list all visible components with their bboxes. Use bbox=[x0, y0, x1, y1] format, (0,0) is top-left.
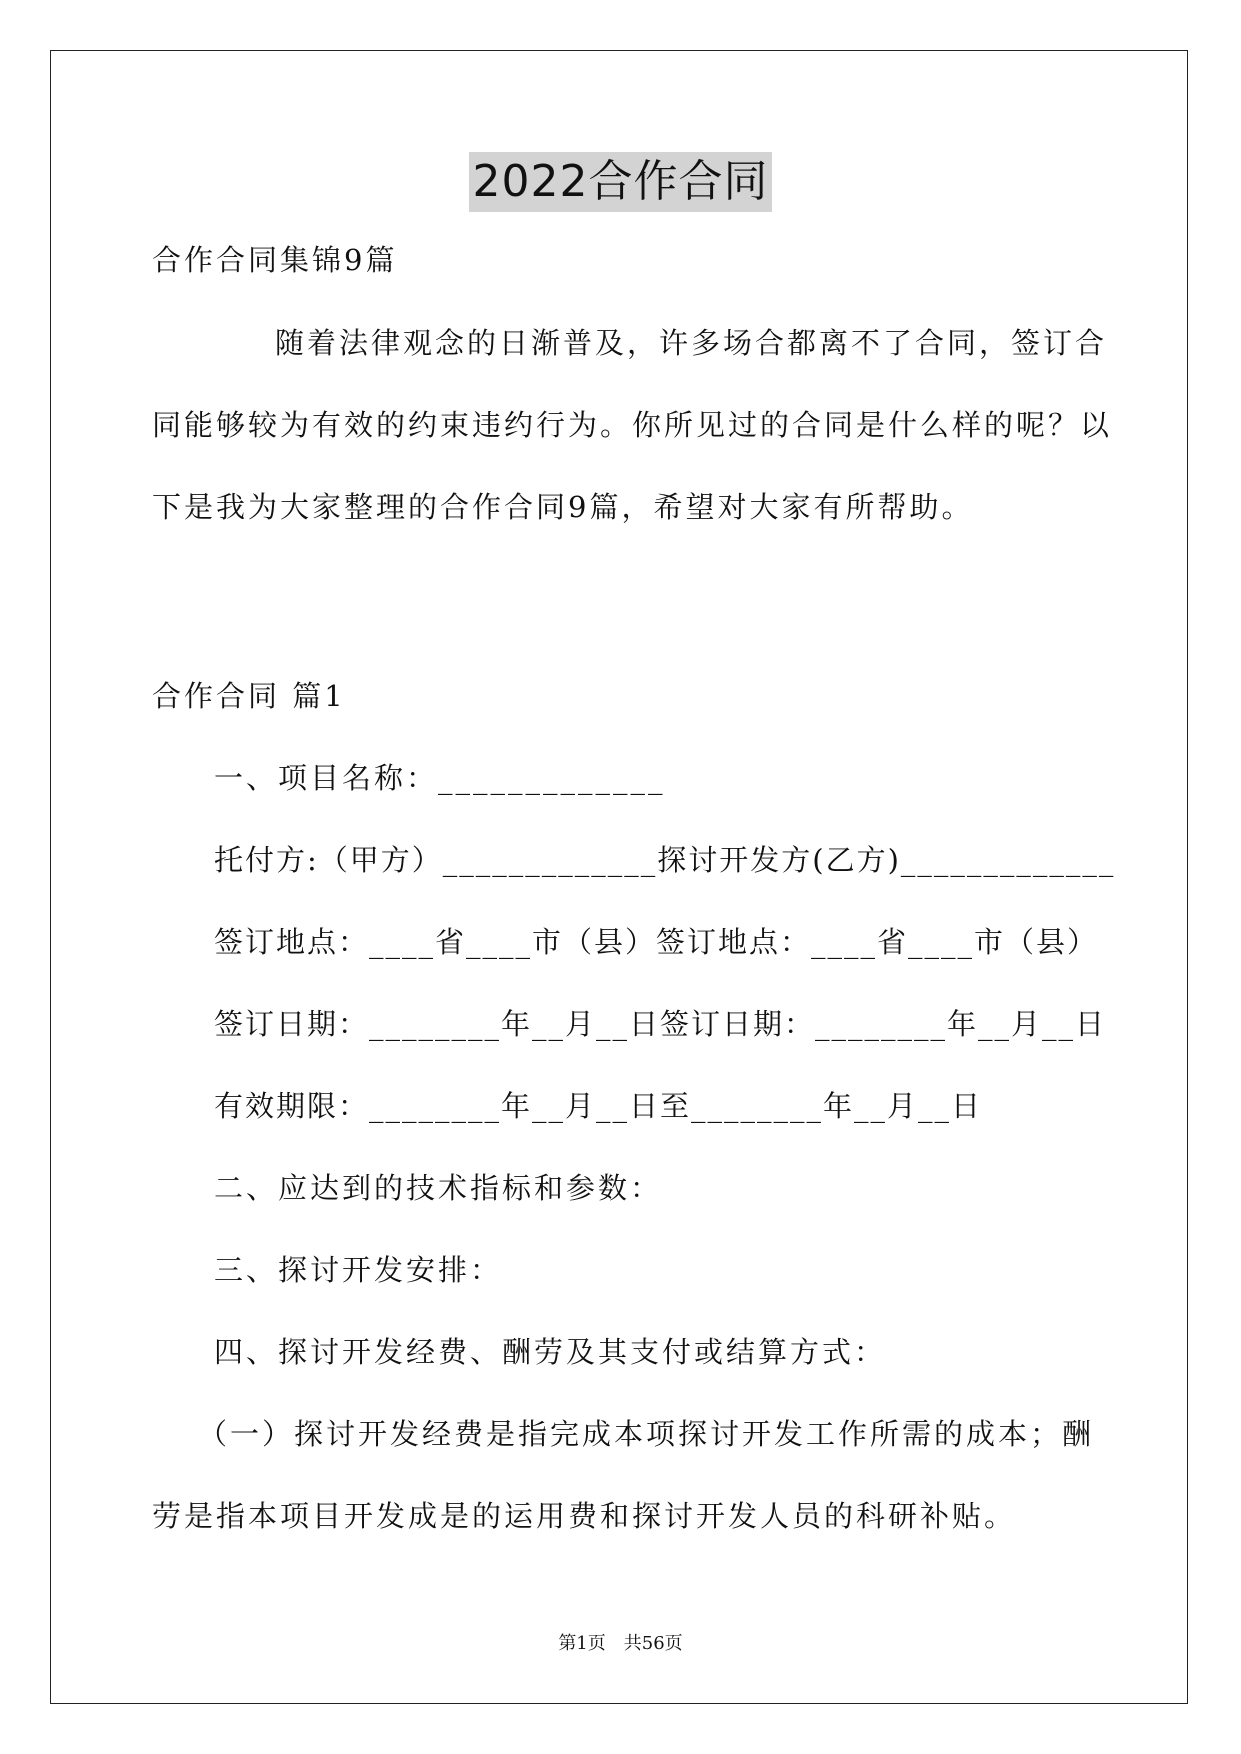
page-footer bbox=[0, 1632, 1241, 1656]
item-sign-place: 签订地点：____省____市（县）签订地点：____省____市（县） bbox=[214, 925, 1099, 959]
item-tech-specs: 二、应达到的技术指标和参数： bbox=[214, 1171, 663, 1205]
item-parties: 托付方:（甲方）_____________探讨开发方(乙方)_____________ bbox=[214, 843, 1116, 877]
item-project-name: 一、项目名称：_____________ bbox=[214, 761, 666, 795]
item-funding: 四、探讨开发经费、酬劳及其支付或结算方式： bbox=[214, 1335, 887, 1369]
document-subtitle: 合作合同集锦9篇 bbox=[152, 243, 398, 277]
closing-line-1: （一）探讨开发经费是指完成本项探讨开发工作所需的成本；酬 bbox=[198, 1417, 1095, 1451]
item-dev-plan: 三、探讨开发安排： bbox=[214, 1253, 503, 1287]
intro-line-2: 同能够较为有效的约束违约行为。你所见过的合同是什么样的呢？以 bbox=[152, 408, 1113, 442]
title-container bbox=[0, 152, 1241, 212]
item-sign-date: 签订日期：________年__月__日签订日期：________年__月__日 bbox=[214, 1007, 1107, 1041]
intro-line-1: 随着法律观念的日渐普及，许多场合都离不了合同，签订合 bbox=[275, 326, 1108, 360]
intro-line-3: 下是我为大家整理的合作合同9篇，希望对大家有所帮助。 bbox=[152, 490, 974, 524]
page-number: 第1页 bbox=[558, 1633, 606, 1654]
section-heading: 合作合同 篇1 bbox=[152, 679, 346, 713]
page-total: 共56页 bbox=[623, 1633, 683, 1654]
closing-line-2: 劳是指本项目开发成是的运用费和探讨开发人员的科研补贴。 bbox=[152, 1499, 1017, 1533]
document-title: 2022合作合同 bbox=[469, 152, 773, 212]
item-valid-period: 有效期限：________年__月__日至________年__月__日 bbox=[214, 1089, 983, 1123]
